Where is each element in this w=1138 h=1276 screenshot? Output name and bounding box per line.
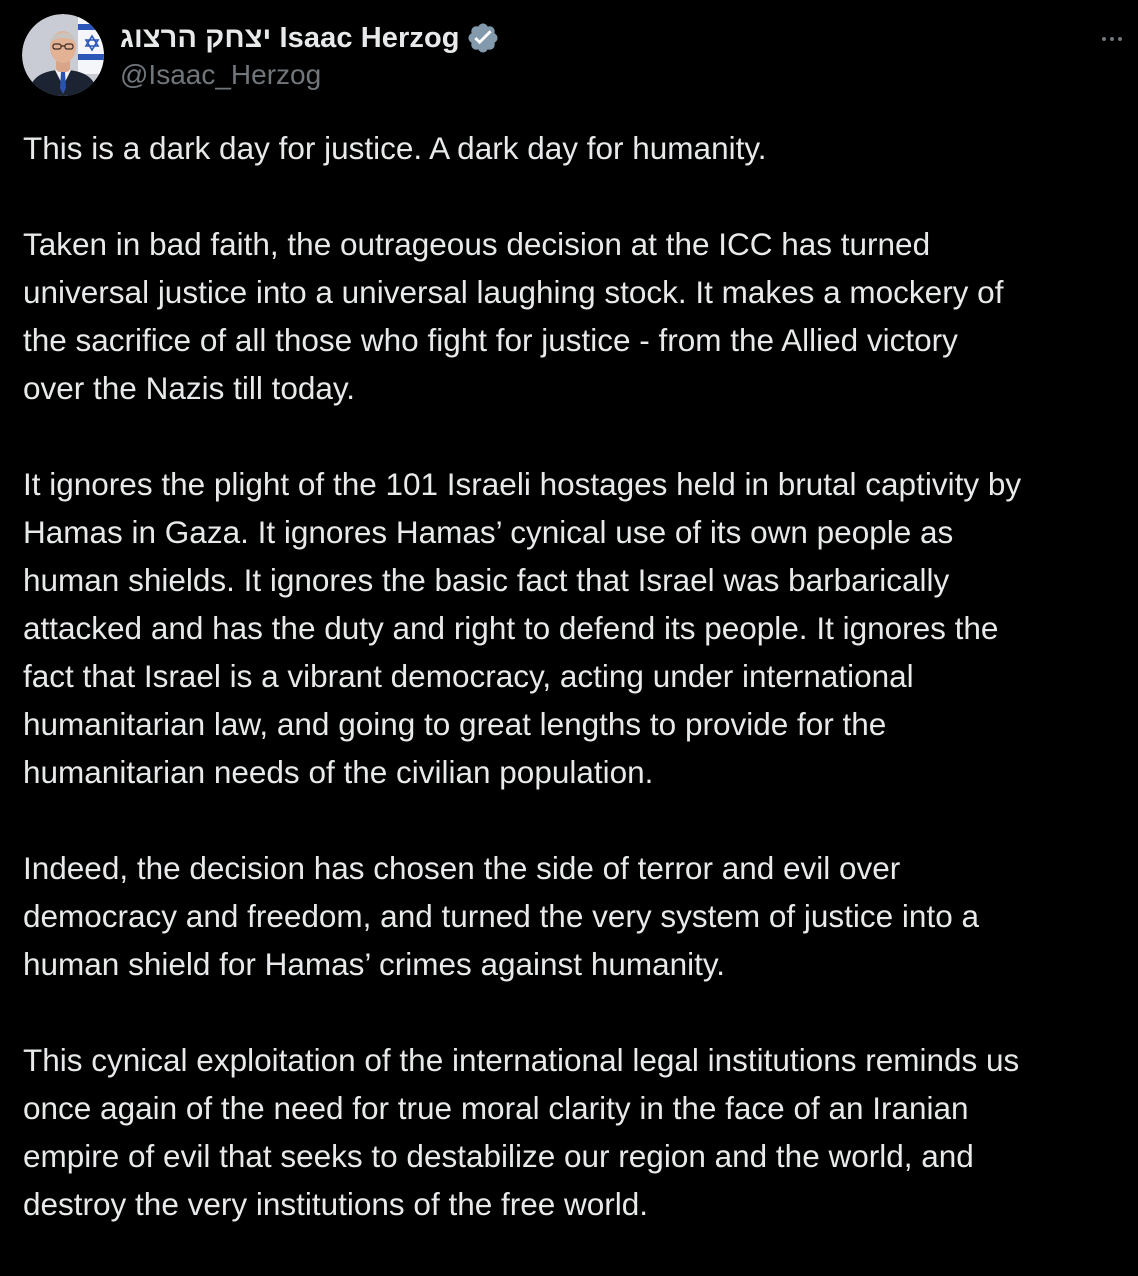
user-handle[interactable]: @Isaac_Herzog	[120, 59, 322, 90]
post-text-line: empire of evil that seeks to destabilize our region and the world, and	[23, 1138, 974, 1174]
avatar[interactable]	[22, 14, 104, 96]
post-header	[22, 14, 1122, 98]
post-text-line: destroy the very institutions of the free world.	[23, 1186, 649, 1222]
person-portrait-icon	[22, 14, 104, 96]
verified-badge-icon[interactable]	[466, 21, 500, 55]
post-text-line: humanitarian needs of the civilian population.	[23, 754, 654, 790]
display-name[interactable]: יצחק הרצוג Isaac Herzog	[120, 21, 460, 54]
post-text-line: attacked and has the duty and right to defend its people. It ignores the	[23, 610, 999, 646]
post-text-line: It ignores the plight of the 101 Israeli hostages held in brutal captivity by	[23, 466, 1022, 502]
post-text-line: This is a dark day for justice. A dark day for humanity.	[23, 130, 767, 166]
post-paragraph	[23, 844, 1138, 988]
post-text-line: Indeed, the decision has chosen the side of terror and evil over	[23, 850, 901, 886]
post-paragraph	[23, 1036, 1138, 1228]
post-text-line: the sacrifice of all those who fight for justice - from the Allied victory	[23, 322, 958, 358]
post-paragraph	[23, 220, 1138, 412]
post-text-line: universal justice into a universal laughing stock. It makes a mockery of	[23, 274, 1004, 310]
more-options-icon[interactable]	[1100, 34, 1122, 44]
post-text-line: over the Nazis till today.	[23, 370, 356, 406]
post-paragraph	[23, 460, 1138, 796]
post-text-line: Taken in bad faith, the outrageous decision at the ICC has turned	[23, 226, 931, 262]
post-text-line: This cynical exploitation of the international legal institutions reminds us	[23, 1042, 1020, 1078]
name-row	[120, 20, 500, 56]
post-text-line: fact that Israel is a vibrant democracy, acting under international	[23, 658, 914, 694]
post-paragraph	[23, 124, 1138, 172]
post-text-line: Hamas in Gaza. It ignores Hamas’ cynical use of its own people as	[23, 514, 954, 550]
post-text-line: human shield for Hamas’ crimes against humanity.	[23, 946, 726, 982]
post-text	[23, 124, 1138, 1276]
post-text-line: once again of the need for true moral clarity in the face of an Iranian	[23, 1090, 969, 1126]
post-text-line: human shields. It ignores the basic fact that Israel was barbarically	[23, 562, 950, 598]
post-text-line: humanitarian law, and going to great lengths to provide for the	[23, 706, 887, 742]
post-text-line: democracy and freedom, and turned the very system of justice into a	[23, 898, 979, 934]
